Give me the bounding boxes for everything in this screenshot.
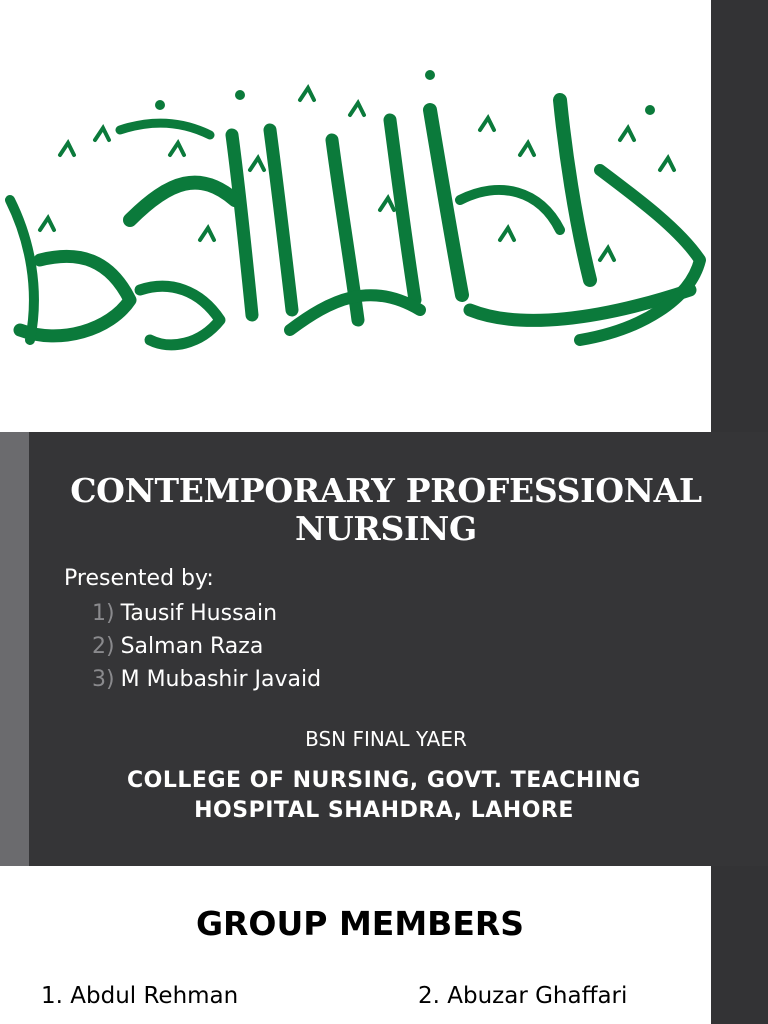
- presenter-list: [92, 597, 321, 696]
- college-name: [30, 766, 738, 826]
- left-accent-strip: [0, 432, 29, 866]
- list-number: 1): [92, 601, 115, 626]
- presenter-item: [92, 630, 321, 663]
- presented-by-label: Presented by:: [64, 566, 214, 591]
- right-accent-bar: [711, 866, 768, 1024]
- calligraphy-slide: [0, 0, 768, 432]
- presenter-name: M Mubashir Javaid: [120, 667, 322, 692]
- program-year: BSN FINAL YAER: [305, 727, 467, 751]
- presenter-name: Tausif Hussain: [120, 601, 278, 626]
- list-number: 3): [92, 667, 115, 692]
- bismillah-calligraphy: [0, 60, 712, 370]
- presenter-item: [92, 663, 321, 696]
- group-member-item: 1. Abdul Rehman: [41, 983, 239, 1009]
- list-number: 2): [92, 634, 115, 659]
- group-member-item: 2. Abuzar Ghaffari: [418, 983, 628, 1009]
- presenter-name: Salman Raza: [120, 634, 264, 659]
- college-line-2: HOSPITAL SHAHDRA, LAHORE: [194, 798, 574, 823]
- group-members-slide: [0, 866, 768, 1024]
- right-accent-bar: [711, 0, 768, 432]
- presentation-title: CONTEMPORARY PROFESSIONAL NURSING: [70, 471, 702, 548]
- title-slide: [0, 432, 768, 866]
- group-members-title: GROUP MEMBERS: [195, 904, 525, 943]
- presenter-item: [92, 597, 321, 630]
- college-line-1: COLLEGE OF NURSING, GOVT. TEACHING: [127, 768, 641, 793]
